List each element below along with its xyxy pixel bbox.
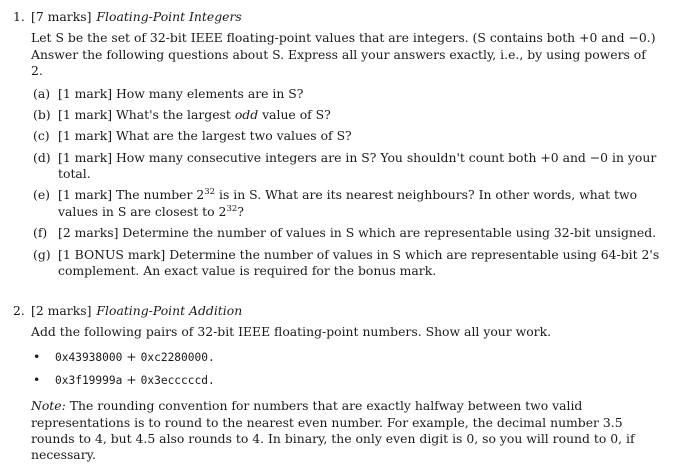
part-label: (a) [33, 85, 51, 101]
period: . [207, 373, 215, 387]
part-label: (b) [33, 106, 51, 122]
question-2 [13, 303, 660, 464]
part-text [58, 187, 660, 220]
part-text-post: ? [237, 203, 244, 219]
note-label: Note: [31, 398, 66, 414]
superscript: 32 [226, 203, 238, 214]
part-text-pre: [1 mark] What's the largest [58, 106, 235, 122]
part-text: [1 mark] How many elements are in S? [58, 85, 304, 101]
part-c [13, 128, 660, 144]
question-1-header [13, 9, 660, 25]
hex-operand: 0xc2280000 [140, 350, 208, 364]
plus-operator: + [122, 371, 141, 387]
part-label: (d) [33, 149, 51, 165]
list-item [31, 349, 660, 366]
addition-list [13, 349, 660, 389]
part-text-emphasis: odd [234, 106, 259, 122]
rounding-note [31, 398, 660, 464]
part-label: (g) [33, 246, 51, 262]
note-text: The rounding convention for numbers that are exactly halfway between two valid representations is to round to the nearest even number. For example, the decimal number 3.5 rounds to 4, but 4.5 also rounds to 4. In binary, the only even digit is 0, so you will round to 0, if necessary. [31, 398, 635, 463]
plus-operator: + [122, 348, 141, 364]
part-text: [1 mark] How many consecutive integers are in S? You shouldn't count both +0 and −0 in your total. [58, 149, 657, 181]
part-text-mid: is in S. What are its nearest neighbours? In other words, what two values in S are closest to 2 [58, 187, 638, 219]
addition-pair [55, 372, 215, 389]
part-text [58, 107, 660, 123]
hex-operand: 0x43938000 [55, 350, 123, 364]
hex-operand: 0x3f19999a [55, 373, 123, 387]
list-item [31, 372, 660, 389]
addition-pair [55, 349, 215, 366]
part-label: (f) [33, 225, 48, 241]
part-label: (c) [33, 128, 50, 144]
question-marks: [2 marks] [31, 303, 92, 318]
part-e [13, 187, 660, 220]
period: . [207, 350, 215, 364]
question-number: 1. [13, 9, 25, 24]
question-2-intro: Add the following pairs of 32-bit IEEE floating-point numbers. Show all your work. [31, 324, 552, 340]
part-text: [1 mark] What are the largest two values of S? [58, 128, 352, 144]
part-text: [1 BONUS mark] Determine the number of values in S which are representable using 64-bit 2's complement. An exact value is required for the bonus mark. [58, 246, 660, 278]
question-number: 2. [13, 303, 25, 318]
question-title: Floating-Point Addition [96, 303, 243, 318]
question-2-header [13, 303, 660, 319]
hex-operand: 0x3ecccccd [140, 373, 208, 387]
part-g [13, 247, 660, 280]
part-text-pre: [1 mark] The number 2 [58, 187, 205, 203]
question-title: Floating-Point Integers [96, 9, 242, 24]
question-1-parts [13, 86, 660, 280]
part-f [13, 225, 660, 241]
superscript: 32 [204, 187, 216, 198]
part-text: [2 marks] Determine the number of values in S which are representable using 32-bit unsigned. [58, 225, 657, 241]
question-1-intro: Let S be the set of 32-bit IEEE floating-point values that are integers. (S contains both +0 and −0.) Answer the following questions about S. Express all your answers exactly, i.e., by using powers of 2. [31, 30, 656, 79]
question-marks: [7 marks] [31, 9, 92, 24]
part-b [13, 107, 660, 123]
part-label: (e) [33, 187, 51, 203]
part-d [13, 150, 660, 183]
question-1 [13, 9, 660, 284]
bullet-icon: • [33, 371, 41, 387]
part-text-post: value of S? [258, 106, 331, 122]
bullet-icon: • [33, 348, 41, 364]
part-a [13, 86, 660, 102]
